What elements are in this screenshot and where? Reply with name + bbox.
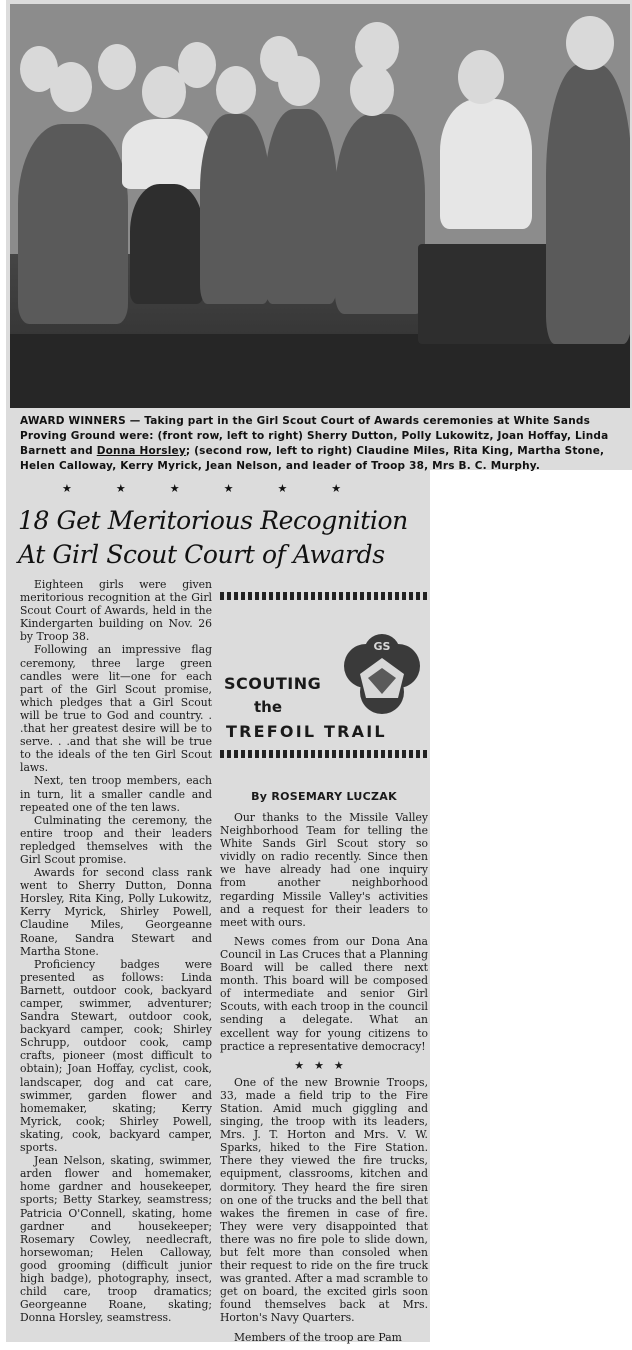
column-masthead bbox=[220, 606, 428, 741]
article-paragraph: Culminating the ceremony, the entire troop and their leaders repledged themselves with the Girl Scout promise. bbox=[20, 813, 212, 866]
headline-line-2: At Girl Scout Court of Awards bbox=[18, 540, 385, 569]
column-rule-bottom bbox=[220, 750, 428, 758]
article-body bbox=[20, 578, 212, 1324]
group-photo bbox=[10, 4, 630, 408]
column-paragraph: News comes from our Dona Ana Council in Las Cruces that a Planning Board will be called there next month. This board will be composed of intermediate and senior Girl Scouts, with each troop in the council sending a delegate. What an excellent way for young citizens to practice a representative democracy! bbox=[220, 934, 428, 1053]
headline-line-1: 18 Get Meritorious Recognition bbox=[18, 506, 408, 535]
article-paragraph: Proficiency badges were presented as follows: Linda Barnett, outdoor cook, backyard camper, swimmer, adventurer; Sandra Stewart, outdoor cook, backyard camper, cook; Shirley Schrupp, outdoor cook, camp crafts, pioneer (most difficult to obtain); Joan Hoffay, cyclist, cook, landscaper, dog and cat care, swimmer, garden flower and homemaker, skating; Kerry Myrick, cook; Shirley Powell, skating, cook, backyard camper, sports. bbox=[20, 957, 212, 1155]
column-separator: ★★★ bbox=[294, 1058, 354, 1072]
column-title-3: TREFOIL TRAIL bbox=[226, 722, 387, 741]
article-paragraph: Jean Nelson, skating, swimmer, arden flower and homemaker, home gardner and housekeeper, sports; Betty Starkey, seamstress; Patricia O'Connell, skating, home gardner and housekeeper; Rosemary Cowley, needlecraft, horsewoman; Helen Calloway, good grooming (difficult junior high badge), photography, insect, child care, troop dramatics; Georgeanne Roane, skating; Donna Horsley, seamstress. bbox=[20, 1154, 212, 1325]
emblem-letters: GS bbox=[373, 640, 391, 653]
article-headline bbox=[18, 504, 428, 572]
article-paragraph: Eighteen girls were given meritorious recognition at the Girl Scout Court of Awards, held in the Kindergarten building on Nov. 26 by Troop 38. bbox=[20, 578, 212, 644]
column-rule-top bbox=[220, 592, 428, 600]
column-title-1: SCOUTING bbox=[224, 674, 322, 693]
column-title-2: the bbox=[254, 698, 283, 716]
caption-text-2: ; (second row, left to right) Claudine Miles, Rita King, Martha Stone, Helen Calloway, Kerry Myrick, Jean Nelson, and leader of Troop 38, Mrs B. C. Murphy. bbox=[20, 445, 605, 472]
column-paragraph: One of the new Brownie Troops, 33, made a field trip to the Fire Station. Amid much giggling and singing, the troop with its leaders, Mrs. J. T. Horton and Mrs. V. W. Sparks, hiked to the Fire Station. There they viewed the fire trucks, equipment, classrooms, kitchen and dormitory. They heard the fire siren on one of the trucks and the bell that wakes the firemen in case of fire. They were very disappointed that there was no fire pole to slide down, but felt more than consoled when their request to ride on the fire truck was granted. After a mad scramble to get on board, the excited girls soon found themselves back at Mrs. Horton's Navy Quarters. bbox=[220, 1075, 428, 1325]
girl-scout-trefoil-emblem-icon bbox=[338, 628, 426, 716]
caption-highlight: Donna Horsley bbox=[96, 445, 186, 457]
column-body bbox=[220, 811, 428, 1344]
column-paragraph: Our thanks to the Missile Valley Neighborhood Team for telling the White Sands Girl Scout story so vividly on radio recently. Since then we have already had one inquiry from another neighborhood regarding Missile Valley's activities and a request for their leaders to meet with ours. bbox=[220, 811, 428, 929]
blank-margin bbox=[430, 470, 632, 1342]
column-byline: By ROSEMARY LUCZAK bbox=[251, 790, 397, 803]
article-paragraph: Awards for second class rank went to Sherry Dutton, Donna Horsley, Rita King, Polly Lukowitz, Kerry Myrick, Shirley Powell, Claudine Miles, Georgeanne Roane, Sandra Stewart and Martha Stone. bbox=[20, 866, 212, 958]
article-paragraph: Following an impressive flag ceremony, three large green candles were lit—one for each part of the Girl Scout promise, which pledges that a Girl Scout will be true to God and country. . .that her greatest desire will be to serve. . .and that she will be true to the ideals of the ten Girl Scout laws. bbox=[20, 643, 212, 775]
article-paragraph: Next, ten troop members, each in turn, lit a smaller candle and repeated one of the ten laws. bbox=[20, 774, 212, 814]
caption-text-1: — Taking part in the Girl Scout Court of Awards ceremonies at White Sands Proving Ground were: (front row, left to right) Sherry Dutton, Polly Lukowitz, Joan Hoffay, Linda Barnett and bbox=[20, 415, 609, 457]
star-divider: ★★★★★★ bbox=[62, 482, 386, 495]
photo-caption bbox=[20, 414, 624, 474]
caption-lead: AWARD WINNERS bbox=[20, 415, 126, 427]
column-paragraph: Members of the troop are Pam bbox=[234, 1330, 402, 1344]
scouting-column bbox=[220, 586, 428, 1350]
